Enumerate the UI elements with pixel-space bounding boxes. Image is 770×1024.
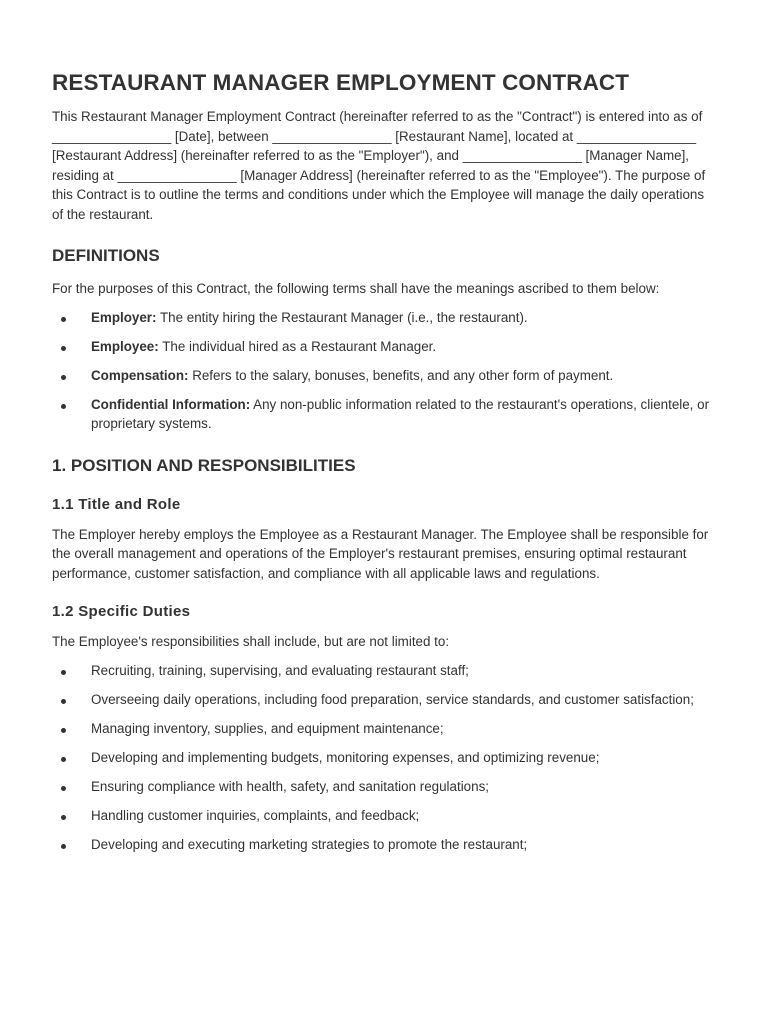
list-item bbox=[52, 395, 716, 434]
bullet-icon bbox=[61, 786, 66, 791]
bullet-icon bbox=[61, 375, 66, 380]
term: Employer: bbox=[91, 309, 157, 325]
section-1-1-text: The Employer hereby employs the Employee as a Restaurant Manager. The Employee shall be responsible for the overall management and operations of the Employer's restaurant premises, ensuring optimal restaurant performance, customer satisfaction, and compliance with all applicable laws and regulations. bbox=[52, 526, 709, 581]
bullet-icon bbox=[61, 728, 66, 733]
duty-text: Recruiting, training, supervising, and evaluating restaurant staff; bbox=[91, 662, 469, 678]
term: Employee: bbox=[91, 338, 159, 354]
term: Confidential Information: bbox=[91, 396, 251, 412]
duty-text: Developing and executing marketing strategies to promote the restaurant; bbox=[91, 836, 528, 852]
list-item bbox=[52, 366, 716, 386]
definition: Refers to the salary, bonuses, benefits, and any other form of payment. bbox=[188, 367, 614, 383]
definition: Any non-public information related to the restaurant's operations, clientele, or proprietary systems. bbox=[91, 396, 710, 431]
section-1-2-lead: The Employee's responsibilities shall include, but are not limited to: bbox=[52, 634, 450, 649]
list-item bbox=[52, 748, 716, 768]
definition: The individual hired as a Restaurant Manager. bbox=[158, 338, 437, 354]
list-item bbox=[52, 835, 716, 855]
list-item bbox=[52, 719, 716, 739]
list-item bbox=[52, 337, 716, 357]
list-item bbox=[52, 308, 716, 328]
list-item bbox=[52, 690, 716, 710]
definitions-list bbox=[52, 308, 716, 434]
bullet-icon bbox=[61, 815, 66, 820]
bullet-icon bbox=[61, 317, 66, 322]
bullet-icon bbox=[61, 670, 66, 675]
bullet-icon bbox=[61, 404, 66, 409]
section-1-heading: 1. POSITION AND RESPONSIBILITIES bbox=[52, 455, 356, 475]
document-title: RESTAURANT MANAGER EMPLOYMENT CONTRACT bbox=[52, 70, 630, 95]
bullet-icon bbox=[61, 757, 66, 762]
intro-paragraph: This Restaurant Manager Employment Contract (hereinafter referred to as the "Contract") is entered into as of ________________ [Date], between ________________ [Restaurant Name], located at ________________ [Restaurant Address] (hereinafter referred to as the "Employer"), and ________________ [Manager Name], residing at ________________ [Manager Address] (hereinafter referred to as the "Employee"). The purpose of this Contract is to outline the terms and conditions under which the Employee will manage the daily operations of the restaurant. bbox=[52, 109, 706, 222]
list-item bbox=[52, 777, 716, 797]
duty-text: Developing and implementing budgets, monitoring expenses, and optimizing revenue; bbox=[91, 749, 600, 765]
definition: The entity hiring the Restaurant Manager (i.e., the restaurant). bbox=[156, 309, 528, 325]
list-item bbox=[52, 806, 716, 826]
duties-list bbox=[52, 661, 716, 855]
document-page bbox=[52, 70, 716, 864]
bullet-icon bbox=[61, 844, 66, 849]
section-1-2-heading: 1.2 Specific Duties bbox=[52, 603, 191, 620]
duty-text: Ensuring compliance with health, safety, and sanitation regulations; bbox=[91, 778, 489, 794]
duty-text: Overseeing daily operations, including food preparation, service standards, and customer satisfaction; bbox=[91, 691, 694, 707]
bullet-icon bbox=[61, 346, 66, 351]
list-item bbox=[52, 661, 716, 681]
section-1-1-heading: 1.1 Title and Role bbox=[52, 495, 181, 513]
definitions-heading: DEFINITIONS bbox=[52, 246, 160, 265]
bullet-icon bbox=[61, 699, 66, 704]
term: Compensation: bbox=[91, 367, 189, 383]
duty-text: Handling customer inquiries, complaints, and feedback; bbox=[91, 807, 420, 823]
duty-text: Managing inventory, supplies, and equipment maintenance; bbox=[91, 720, 444, 736]
definitions-lead: For the purposes of this Contract, the following terms shall have the meanings ascribed to them below: bbox=[52, 281, 660, 296]
